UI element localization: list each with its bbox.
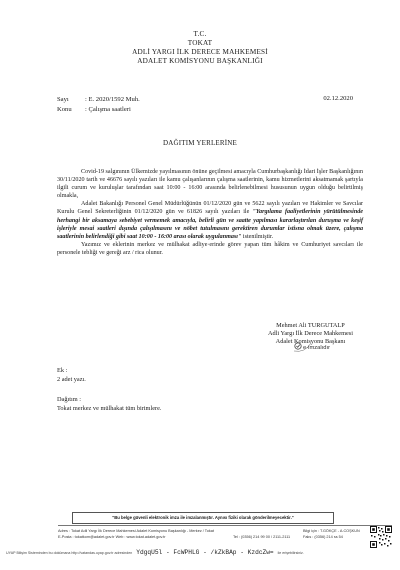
paragraph-1: Covid-19 salgınının Ülkemizde yayılmasının önüne geçilmesi amacıyla Cumhurbaşkanlığı İdari İşler Başkanlığının 30/11/2020 tarih ve 46676 sayılı yazıları ile kamu çalışanlarının çalışma saatlerinin, kamu hizmetlerini aksatmamak şartıyla ilgili curum ve kuruluşlar tarafından saat 10:00 - 16:00 arasında belirlenebilmesi hususunun uygun olduğu belirtilmiş olmakla, <box>57 169 363 200</box>
e-signature-notice: "Bu belge güvenli elektronik imza ile imzalanmıştır. Aynısı fiziki olarak gönderilmeyecektir." <box>72 512 334 524</box>
distribution-value: Tokat merkez ve mülhakat tüm birimlere. <box>57 405 162 413</box>
uyap-verification <box>6 549 394 556</box>
signer-name: Mehmet Ali TURGUTALP <box>276 322 345 329</box>
footer-email-web: E-Posta : tokatkom@adalet.gov.tr Web : www.tokat.adalet.gov.tr <box>58 535 166 539</box>
footer-phone: Tel : (0356) 214 99 00 / 2111-2111 <box>233 535 291 539</box>
distribution-title: DAĞITIM YERLERİNE <box>162 139 238 147</box>
letterhead-commission: ADALET KOMİSYONU BAŞKANLIĞI <box>137 57 263 65</box>
verification-code: YdgqU5l - FcWPHLG - /kZkBAp - KzdcZw= <box>136 549 274 556</box>
attachments-value: 2 adet yazı. <box>57 376 86 384</box>
attachments-label: Ek : <box>57 367 68 374</box>
attachments <box>57 366 86 384</box>
footer <box>58 525 392 540</box>
distribution-list <box>57 395 161 413</box>
letter-body <box>57 168 363 257</box>
paragraph-2-quote: "Yargılama faaliyetlerinin yürütülmesinde herhangi bir aksamaya sebebiyet vermemek amacıyla, belirli gün ve saatte yapılması kararlaştırılan duruşma ve keşif işleriyle mesai saatleri dışında çalışılmasını ve nöbet tutulmasını gerektiren durumlar istisna olmak üzere, çalışma saatlerinin belirlendiği gibi saat 10:00 - 16:00 arası olarak uygulanması" <box>57 209 363 240</box>
paragraph-2-start: Adalet Bakanlığı Personel Genel Müdürlüğünün 01/12/2020 gün ve 5622 sayılı yazıları ve Hakimler ve Savcılar Kurulu Genel Sekreterliğinin 01/12/2020 gün ve 61826 sayılı yazıları ile <box>57 201 363 216</box>
letterhead <box>0 30 400 66</box>
sayi-value: : E. 2020/1592 Muh. <box>85 96 140 103</box>
distribution-label: Dağıtım : <box>57 396 81 403</box>
sayi-label: Sayı <box>57 96 69 103</box>
letterhead-city: TOKAT <box>187 39 213 47</box>
paragraph-2-end: istenilmiştir. <box>241 233 274 240</box>
footer-address: Adres : Tokat Adli Yargı İlk Derece Mahkemesi Adalet Komisyonu Başkanlığı - Merkez / Tokat <box>58 529 214 533</box>
document-meta <box>57 95 140 115</box>
letterhead-court: ADLİ YARGI İLK DERECE MAHKEMESİ <box>132 48 268 56</box>
footer-fax: Faks : (0356) 214 ss 54 <box>303 535 343 539</box>
paragraph-2 <box>57 200 363 240</box>
verification-text: UYAP Bilişim Sisteminden bu dokümana http://vatandas.uyap.gov.tr adresinden <box>6 551 133 555</box>
verification-suffix: ile erişebilirsiniz. <box>277 551 304 555</box>
paragraph-3: Yazımız ve eklerinin merkez ve mülhakat adliye·erinde görev yapan tüm hâkim ve Cumhuriyet savcıları ile personele tebliği ve gereği arz / rica olunur. <box>57 241 363 256</box>
konu-value: : Çalışma saatleri <box>85 106 131 113</box>
document-date: 02.12.2020 <box>323 95 353 102</box>
konu-label: Konu <box>57 106 72 113</box>
e-signature-label: e-imzalıdır <box>303 345 331 351</box>
qr-code-icon <box>370 526 392 548</box>
footer-info: Bilgi için : T.GÖKÇE - A.COŞKUN <box>303 529 360 533</box>
signer-title-1: Adli Yargı İlk Derece Mahkemesi <box>267 330 353 338</box>
signer-title-2: Adalet Komisyonu Başkanı <box>275 338 346 346</box>
letterhead-tc: T.C. <box>193 30 207 38</box>
